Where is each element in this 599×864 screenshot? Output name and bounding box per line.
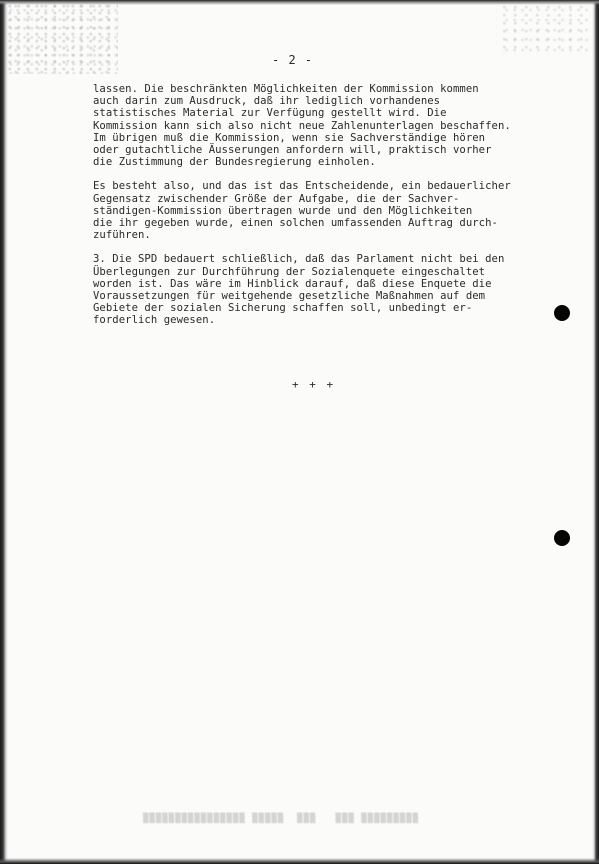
text-line: Es besteht also, und das ist das Entscheidende, ein bedauerlicher bbox=[93, 180, 511, 193]
punch-hole bbox=[554, 530, 570, 546]
body-text bbox=[93, 83, 573, 339]
section-separator: + + + bbox=[292, 378, 336, 391]
page-number: - 2 - bbox=[272, 53, 314, 67]
text-line: zuführen. bbox=[93, 229, 151, 242]
scan-edge-right bbox=[592, 0, 599, 864]
text-line: Kommission kann sich also nicht neue Zahlenunterlagen beschaffen. bbox=[93, 119, 511, 132]
text-line: 3. Die SPD bedauert schließlich, daß das Parlament nicht bei den bbox=[93, 253, 505, 266]
text-line: Im übrigen muß die Kommission, wenn sie Sachverständige hören bbox=[93, 131, 486, 144]
scan-edge-left bbox=[0, 0, 8, 864]
punch-hole bbox=[554, 305, 570, 321]
text-line: forderlich gewesen. bbox=[93, 314, 216, 327]
faded-footer-stamp: ▒▒▒▒▒▒▒▒▒▒▒▒▒▒▒▒ ▒▒▒▒▒ ▒▒▒ ▒▒▒ ▒▒▒▒▒▒▒▒▒ bbox=[143, 814, 419, 824]
text-line: statistisches Material zur Verfügung gestellt wird. Die bbox=[93, 107, 447, 120]
text-line: Gebiete der sozialen Sicherung schaffen soll, unbedingt er- bbox=[93, 302, 473, 315]
scan-noise-top-right bbox=[501, 4, 591, 54]
text-line: die Zustimmung der Bundesregierung einholen. bbox=[93, 156, 376, 169]
scan-noise-top-left bbox=[8, 4, 118, 74]
text-line: ständigen-Kommission übertragen wurde und den Möglichkeiten bbox=[93, 204, 473, 217]
paragraph-2 bbox=[93, 180, 573, 241]
text-line: auch darin zum Ausdruck, daß ihr lediglich vorhandenes bbox=[93, 95, 441, 108]
text-line: worden ist. Das wäre im Hinblick darauf, daß diese Enquete die bbox=[93, 277, 492, 290]
text-line: die ihr gegeben wurde, einen solchen umfassenden Auftrag durch- bbox=[93, 217, 498, 230]
text-line: lassen. Die beschränkten Möglichkeiten der Kommission kommen bbox=[93, 83, 479, 95]
text-line: Gegensatz zwischender Größe der Aufgabe, die der Sachver- bbox=[93, 192, 460, 205]
text-line: Voraussetzungen für weitgehende gesetzliche Maßnahmen auf dem bbox=[93, 290, 486, 303]
text-line: Überlegungen zur Durchführung der Sozialenquete eingeschaltet bbox=[93, 265, 486, 278]
paragraph-1 bbox=[93, 83, 573, 168]
scan-edge-bottom bbox=[0, 858, 599, 864]
text-line: oder gutachtliche Äusserungen anfordern will, praktisch vorher bbox=[93, 144, 492, 157]
paragraph-3 bbox=[93, 253, 573, 326]
